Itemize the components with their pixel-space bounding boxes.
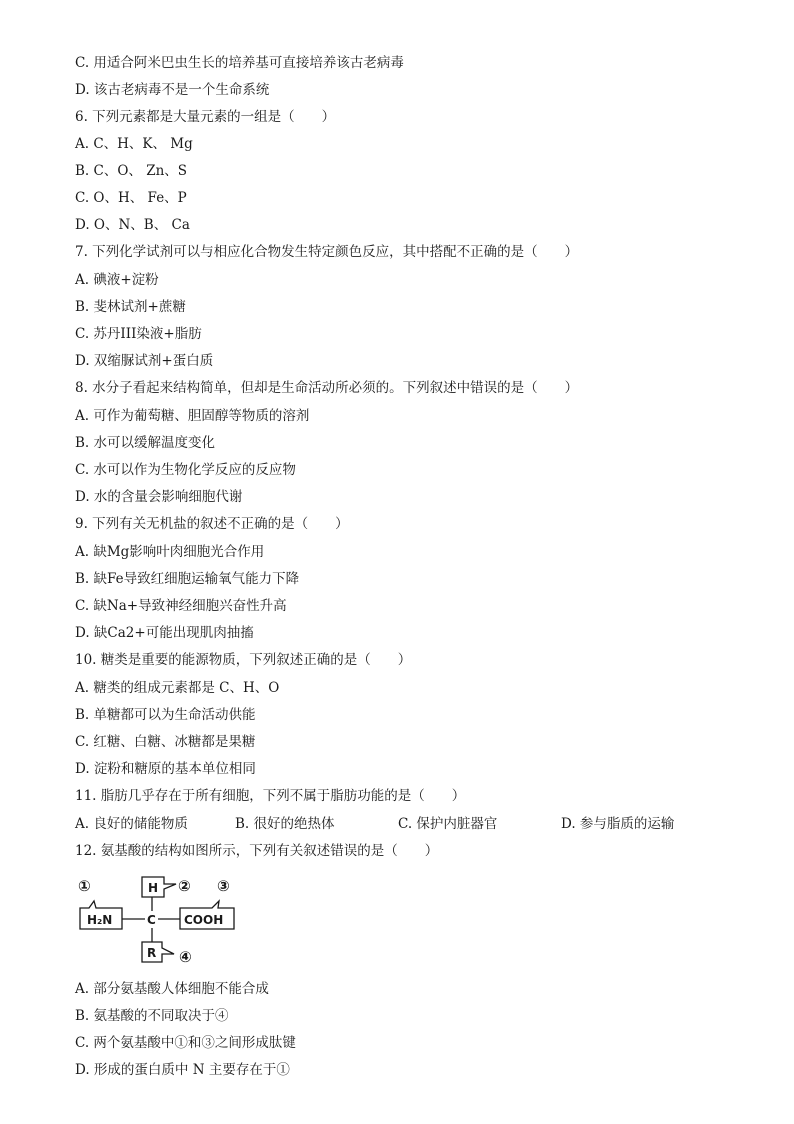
label-2: ② [178, 877, 191, 895]
q8-option-a: A. 可作为葡萄糖、胆固醇等物质的溶剂 [75, 408, 310, 424]
q11-option-c: C. 保护内脏器官 [398, 816, 498, 832]
q11-option-d: D. 参与脂质的运输 [561, 816, 675, 832]
q10-stem: 10. 糖类是重要的能源物质，下列叙述正确的是（ ） [75, 652, 412, 668]
q12-option-b: B. 氨基酸的不同取决于④ [75, 1008, 229, 1024]
h-text: H [148, 881, 159, 895]
q7-option-b: B. 斐林试剂+蔗糖 [75, 299, 186, 315]
q12-option-d: D. 形成的蛋白质中 N 主要存在于① [75, 1062, 290, 1078]
h2n-text: H₂N [87, 913, 113, 927]
q7-stem: 7. 下列化学试剂可以与相应化合物发生特定颜色反应，其中搭配不正确的是（ ） [75, 244, 579, 260]
q12-option-a: A. 部分氨基酸人体细胞不能合成 [75, 981, 269, 997]
r-text: R [147, 946, 157, 960]
q9-option-b: B. 缺Fe导致红细胞运输氧气能力下降 [75, 571, 300, 587]
q9-option-c: C. 缺Na+导致神经细胞兴奋性升高 [75, 598, 287, 614]
c-text: C [147, 913, 156, 927]
q10-option-a: A. 糖类的组成元素都是 C、H、O [75, 680, 280, 696]
q7-option-d: D. 双缩脲试剂+蛋白质 [75, 353, 214, 369]
q12-stem: 12. 氨基酸的结构如图所示，下列有关叙述错误的是（ ） [75, 843, 439, 859]
q9-stem: 9. 下列有关无机盐的叙述不正确的是（ ） [75, 516, 349, 532]
q7-option-c: C. 苏丹III染液+脂肪 [75, 326, 202, 342]
q8-stem: 8. 水分子看起来结构简单，但却是生命活动所必须的。下列叙述中错误的是（ ） [75, 380, 579, 396]
cooh-text: COOH [184, 913, 224, 927]
q6-stem: 6. 下列元素都是大量元素的一组是（ ） [75, 109, 336, 125]
prev-option-d: D. 该古老病毒不是一个生命系统 [75, 82, 270, 98]
q9-option-a: A. 缺Mg影响叶肉细胞光合作用 [75, 544, 265, 560]
q8-option-d: D. 水的含量会影响细胞代谢 [75, 489, 243, 505]
label-4: ④ [179, 948, 192, 966]
q10-option-b: B. 单糖都可以为生命活动供能 [75, 707, 256, 723]
q7-option-a: A. 碘液+淀粉 [75, 272, 159, 288]
label-3: ③ [217, 877, 230, 895]
q10-option-d: D. 淀粉和糖原的基本单位相同 [75, 761, 256, 777]
amino-acid-structure-figure [72, 872, 242, 968]
q6-option-c: C. O、H、 Fe、P [75, 190, 187, 206]
q9-option-d: D. 缺Ca2+可能出现肌肉抽搐 [75, 625, 254, 641]
q12-option-c: C. 两个氨基酸中①和③之间形成肽键 [75, 1035, 296, 1051]
q6-option-a: A. C、H、K、 Mg [75, 136, 193, 152]
label-1: ① [78, 877, 91, 895]
q11-stem: 11. 脂肪几乎存在于所有细胞，下列不属于脂肪功能的是（ ） [75, 788, 466, 804]
q11-option-b: B. 很好的绝热体 [235, 816, 335, 832]
q6-option-d: D. O、N、B、 Ca [75, 217, 190, 233]
q6-option-b: B. C、O、 Zn、S [75, 163, 188, 179]
q8-option-c: C. 水可以作为生物化学反应的反应物 [75, 462, 296, 478]
q8-option-b: B. 水可以缓解温度变化 [75, 435, 216, 451]
q10-option-c: C. 红糖、白糖、冰糖都是果糖 [75, 734, 256, 750]
prev-option-c: C. 用适合阿米巴虫生长的培养基可直接培养该古老病毒 [75, 55, 404, 71]
q11-option-a: A. 良好的储能物质 [75, 816, 188, 832]
